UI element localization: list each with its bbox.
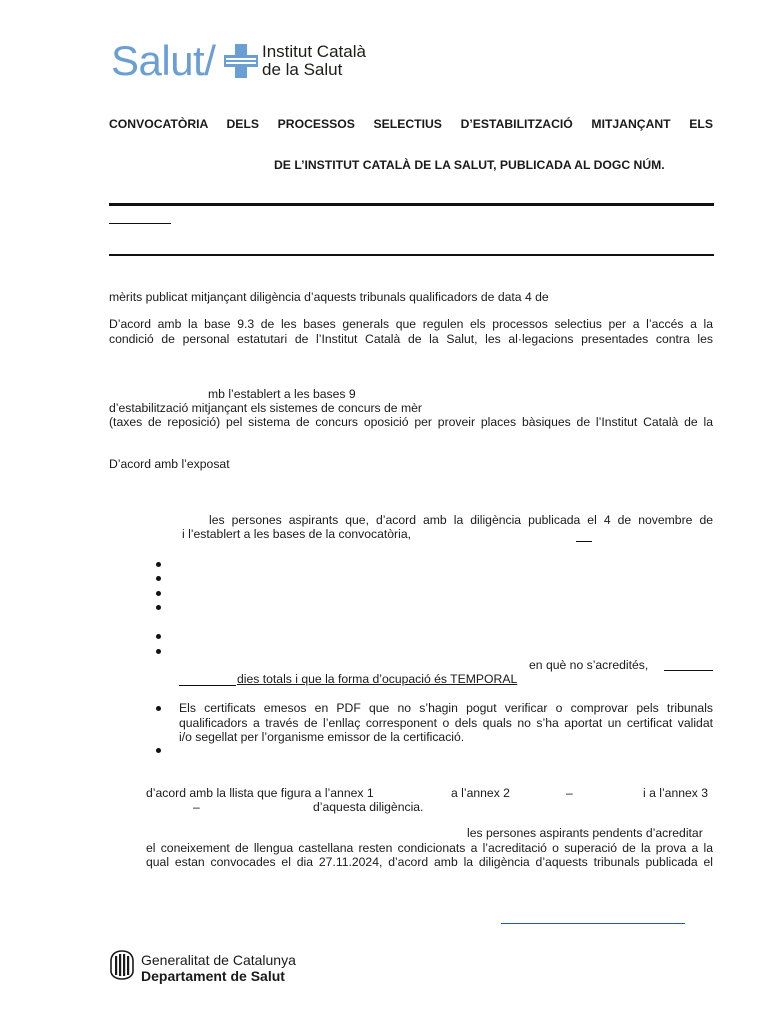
- institution-line-2: de la Salut: [262, 60, 343, 79]
- paragraph-bases-line-2: d’estabilització mitjançant els sistemes de concurs de mèr: [109, 401, 422, 415]
- government-line-1: Generalitat de Catalunya: [141, 952, 296, 968]
- bullet-1: [156, 562, 161, 567]
- paragraph-base-line-2: condició de personal estatutari de l’Institut Català de la Salut, les al·legacions presentades contra les: [109, 332, 713, 346]
- bullet-5: [156, 634, 161, 639]
- bullet-3: [156, 591, 161, 596]
- title-line-2: DE L’INSTITUT CATALÀ DE LA SALUT, PUBLICADA AL DOGC NÚM.: [274, 158, 665, 172]
- annex-text-3: i a l’annex 3: [643, 786, 709, 800]
- language-line-3: qual estan convocades el dia 27.11.2024, d’acord amb la diligència d’aquests tribunals publicada el: [146, 855, 713, 869]
- blank-underline-3: [179, 685, 236, 686]
- title-line-1: CONVOCATÒRIA DELS PROCESSOS SELECTIUS D’ESTABILITZACIÓ MITJANÇANT ELS: [109, 117, 713, 131]
- divider-bottom: [109, 254, 714, 256]
- annex-text-4: d’aquesta diligència.: [313, 800, 424, 814]
- paragraph-aspirants-line-1: les persones aspirants que, d’acord amb la diligència publicada el 4 de novembre de: [209, 513, 713, 527]
- government-line-2: Departament de Salut: [141, 968, 285, 984]
- bullet-2: [156, 576, 161, 581]
- annex-dash-2: –: [193, 800, 200, 814]
- annex-text-2: a l’annex 2: [451, 786, 510, 800]
- bullet-6: [156, 649, 161, 654]
- government-name: [141, 952, 296, 984]
- institution-line-1: Institut Català: [262, 42, 366, 61]
- language-line-2: el coneixement de llengua castellana resten condicionats a l’acreditació o superació de la prova a la: [146, 841, 713, 855]
- short-underline: [109, 223, 171, 224]
- paragraph-base-line-1: D’acord amb la base 9.3 de les bases generals que regulen els processos selectius per a l’accés a la: [109, 317, 713, 331]
- annex-text-1: d’acord amb la llista que figura a l’annex 1: [146, 786, 374, 800]
- paragraph-exposat: D’acord amb l’exposat: [109, 457, 230, 471]
- blank-underline-2: [664, 670, 713, 671]
- occupation-text-line-1: en què no s’acredités,: [529, 658, 649, 672]
- bullet-7: [156, 706, 161, 711]
- blank-underline-1: [576, 541, 592, 542]
- generalitat-emblem-icon: [109, 950, 135, 980]
- bullet-8: [156, 748, 161, 753]
- paragraph-bases-line-3: (taxes de reposició) pel sistema de concurs oposició per proveir places bàsiques de l’Institut Català de la: [109, 415, 713, 429]
- paragraph-aspirants-line-2: i l’establert a les bases de la convocatòria,: [182, 527, 411, 541]
- salut-logo-word: Salut/: [111, 37, 216, 84]
- paragraph-merits: mèrits publicat mitjançant diligència d’aquests tribunals qualificadors de data 4 de: [109, 290, 549, 304]
- divider-top: [109, 203, 714, 206]
- institution-name: [262, 43, 366, 79]
- certificate-line-2: qualificadors a través de l’enllaç corresponent o dels quals no s’ha aportat un certificat validat: [179, 716, 713, 730]
- bullet-4: [156, 605, 161, 610]
- annex-dash-1: –: [566, 786, 573, 800]
- plus-cross-icon: [224, 44, 258, 78]
- link-underline[interactable]: [501, 923, 685, 924]
- certificate-line-1: Els certificats emesos en PDF que no s’hagin pogut verificar o comprovar pels tribunals: [179, 701, 713, 715]
- paragraph-bases-line-1: mb l’establert a les bases 9: [208, 387, 356, 401]
- certificate-line-3: i/o segellat per l’organisme emissor de la certificació.: [179, 730, 465, 744]
- occupation-text-line-2: dies totals i que la forma d’ocupació és TEMPORAL: [237, 672, 518, 686]
- language-line-1: les persones aspirants pendents d’acreditar: [467, 826, 703, 840]
